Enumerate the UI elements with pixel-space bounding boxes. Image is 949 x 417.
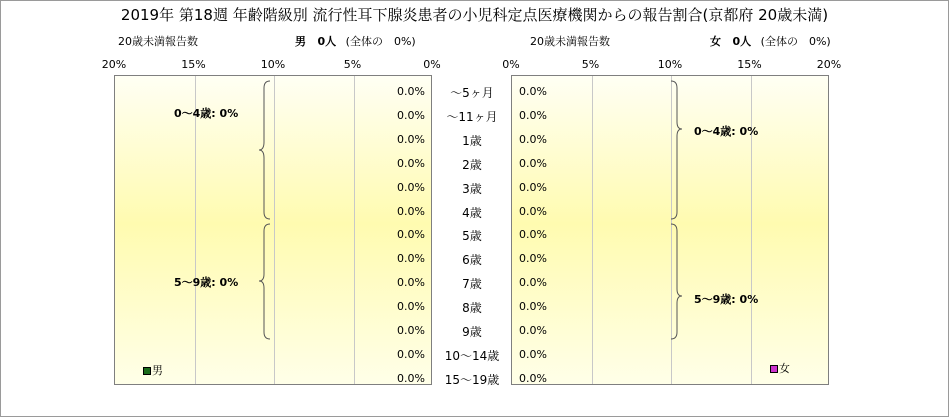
age-category-label: 3歳 (462, 181, 482, 196)
left-tick-label: 10% (260, 58, 286, 71)
male-sex-label: 男 (295, 35, 306, 48)
female-value-label: 0.0% (519, 204, 547, 218)
male-legend-label: 男 (152, 364, 163, 377)
male-gridline (354, 76, 355, 384)
age-category-label: 4歳 (462, 205, 482, 220)
male-count: 0人 (317, 35, 337, 48)
male-value-label: 0.0% (397, 132, 425, 146)
male-value-label: 0.0% (397, 204, 425, 218)
female-group-0-4-label: 0～4歳: 0% (694, 125, 759, 138)
age-category-label: 8歳 (462, 301, 482, 316)
right-axis-label: 20歳未満報告数 (530, 35, 610, 48)
age-category-label: 1歳 (462, 133, 482, 148)
male-brace-0-4 (258, 80, 272, 220)
male-value-label: 0.0% (397, 371, 425, 385)
male-value-label: 0.0% (397, 276, 425, 290)
left-axis-label: 20歳未満報告数 (118, 35, 198, 48)
male-value-label: 0.0% (397, 85, 425, 98)
male-legend (143, 362, 163, 378)
age-category-label: 2歳 (462, 157, 482, 172)
female-value-label: 0.0% (519, 108, 547, 122)
age-category-label: 10～14歳 (444, 348, 500, 363)
female-legend (770, 360, 790, 376)
female-summary (710, 33, 831, 49)
age-category-label: 9歳 (462, 325, 482, 339)
age-category-label: ～5ヶ月 (450, 86, 494, 100)
female-gridline (592, 76, 593, 384)
male-value-label: 0.0% (397, 228, 425, 242)
female-value-label: 0.0% (519, 156, 547, 170)
male-value-label: 0.0% (397, 347, 425, 361)
male-value-label: 0.0% (397, 252, 425, 266)
female-legend-label: 女 (779, 362, 790, 375)
female-brace-0-4 (669, 80, 683, 220)
male-value-label: 0.0% (397, 324, 425, 337)
right-tick-label: 5% (581, 58, 600, 71)
age-category-label: ～11ヶ月 (446, 109, 498, 124)
left-tick-label: 15% (181, 58, 206, 71)
male-brace-5-9 (258, 223, 272, 340)
female-value-label: 0.0% (519, 347, 547, 361)
female-value-label: 0.0% (519, 276, 547, 290)
male-group-0-4-label: 0～4歳: 0% (174, 107, 239, 120)
female-value-label: 0.0% (519, 132, 547, 146)
female-value-label: 0.0% (519, 300, 547, 314)
age-category-label: 7歳 (462, 277, 482, 292)
right-tick-label: 15% (737, 58, 762, 71)
male-gridline (195, 76, 196, 384)
male-plot-area (114, 75, 432, 385)
age-category-label: 15～19歳 (444, 372, 500, 387)
right-tick-label: 0% (502, 58, 520, 71)
male-value-label: 0.0% (397, 180, 425, 194)
chart-title: 2019年 第18週 年齢階級別 流行性耳下腺炎患者の小児科定点医療機関からの報告割合(京都府 20歳未満) (120, 6, 829, 24)
male-value-label: 0.0% (397, 108, 425, 122)
right-tick-label: 20% (816, 58, 842, 71)
female-value-label: 0.0% (519, 324, 547, 337)
left-tick-label: 20% (101, 58, 127, 71)
left-tick-label: 0% (423, 58, 441, 71)
male-summary (295, 33, 416, 49)
age-category-label: 6歳 (462, 253, 482, 268)
female-value-label: 0.0% (519, 371, 547, 385)
male-legend-swatch (143, 367, 151, 375)
female-brace-5-9 (669, 223, 683, 340)
left-tick-label: 5% (343, 58, 362, 71)
male-share: (全体の 0%) (345, 35, 416, 48)
female-count: 0人 (732, 35, 752, 48)
male-value-label: 0.0% (397, 156, 425, 170)
male-value-label: 0.0% (397, 300, 425, 314)
female-value-label: 0.0% (519, 85, 547, 98)
female-group-5-9-label: 5～9歳: 0% (694, 293, 759, 306)
female-sex-label: 女 (710, 35, 721, 48)
female-value-label: 0.0% (519, 228, 547, 242)
female-share: (全体の 0%) (760, 35, 831, 48)
female-legend-swatch (770, 365, 778, 373)
male-gridline (274, 76, 275, 384)
right-tick-label: 10% (657, 58, 683, 71)
male-group-5-9-label: 5～9歳: 0% (174, 276, 239, 289)
female-value-label: 0.0% (519, 180, 547, 194)
female-value-label: 0.0% (519, 252, 547, 266)
age-category-label: 5歳 (462, 229, 482, 244)
